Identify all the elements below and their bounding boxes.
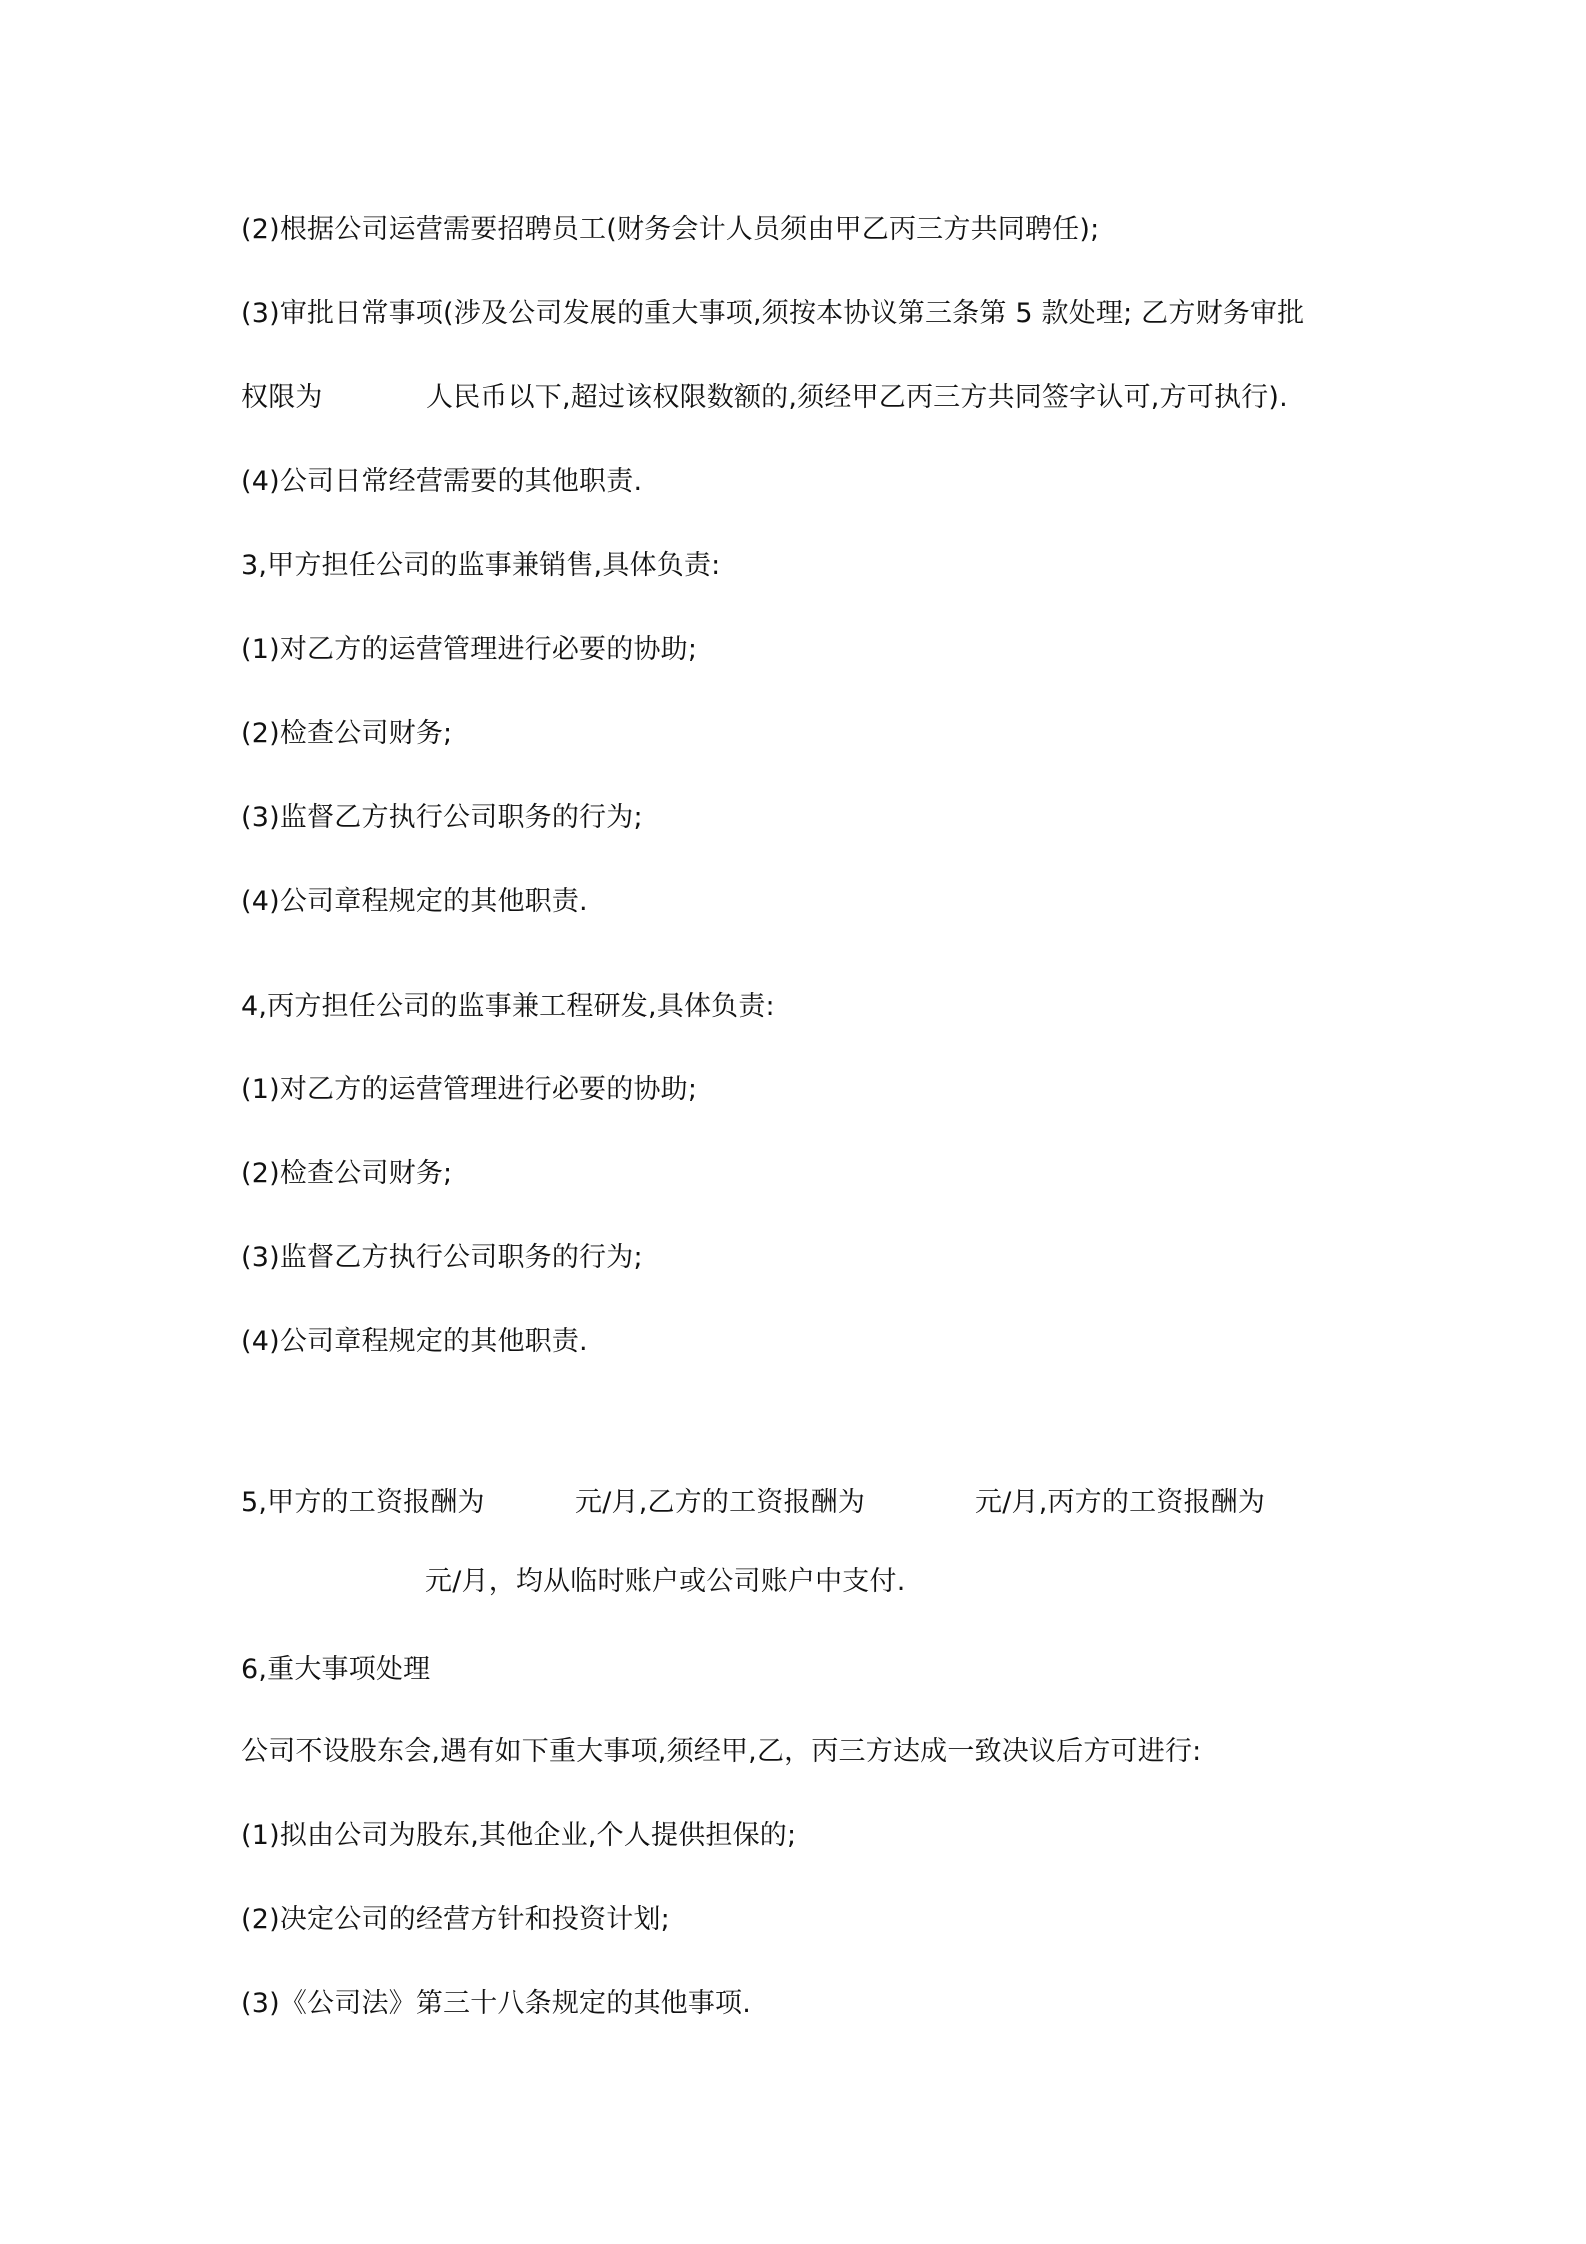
clause-6-2: (2)决定公司的经营方针和投资计划; <box>241 1904 670 1935</box>
clause-4-2: (2)检查公司财务; <box>241 1158 453 1189</box>
salary-party-a: 5,甲方的工资报酬为 <box>241 1487 485 1518</box>
clause-3-2: (2)检查公司财务; <box>241 718 453 749</box>
salary-party-b: 元/月,乙方的工资报酬为 <box>575 1487 866 1518</box>
salary-payment-line: 元/月，均从临时账户或公司账户中支付. <box>425 1566 906 1597</box>
authority-text: 人民币以下,超过该权限数额的,须经甲乙丙三方共同签字认可,方可执行). <box>426 382 1288 413</box>
clause-2-4: (4)公司日常经营需要的其他职责. <box>241 466 643 497</box>
clause-6-heading: 6,重大事项处理 <box>241 1654 431 1685</box>
clause-2-3: (3)审批日常事项(涉及公司发展的重大事项,须按本协议第三条第 5 款处理; 乙方财务审批 <box>241 298 1305 329</box>
clause-4-heading: 4,丙方担任公司的监事兼工程研发,具体负责: <box>241 991 775 1022</box>
clause-6-intro: 公司不设股东会,遇有如下重大事项,须经甲,乙，丙三方达成一致决议后方可进行: <box>241 1736 1202 1767</box>
clause-4-4: (4)公司章程规定的其他职责. <box>241 1326 588 1357</box>
salary-party-c: 元/月,丙方的工资报酬为 <box>975 1487 1266 1518</box>
clause-3-3: (3)监督乙方执行公司职务的行为; <box>241 802 643 833</box>
clause-3-4: (4)公司章程规定的其他职责. <box>241 886 588 917</box>
clause-2-2: (2)根据公司运营需要招聘员工(财务会计人员须由甲乙丙三方共同聘任); <box>241 214 1100 245</box>
authority-label: 权限为 <box>241 382 323 413</box>
clause-4-3: (3)监督乙方执行公司职务的行为; <box>241 1242 643 1273</box>
clause-4-1: (1)对乙方的运营管理进行必要的协助; <box>241 1074 698 1105</box>
clause-3-1: (1)对乙方的运营管理进行必要的协助; <box>241 634 698 665</box>
clause-3-heading: 3,甲方担任公司的监事兼销售,具体负责: <box>241 550 721 581</box>
clause-6-3: (3)《公司法》第三十八条规定的其他事项. <box>241 1988 752 2019</box>
clause-6-1: (1)拟由公司为股东,其他企业,个人提供担保的; <box>241 1820 797 1851</box>
